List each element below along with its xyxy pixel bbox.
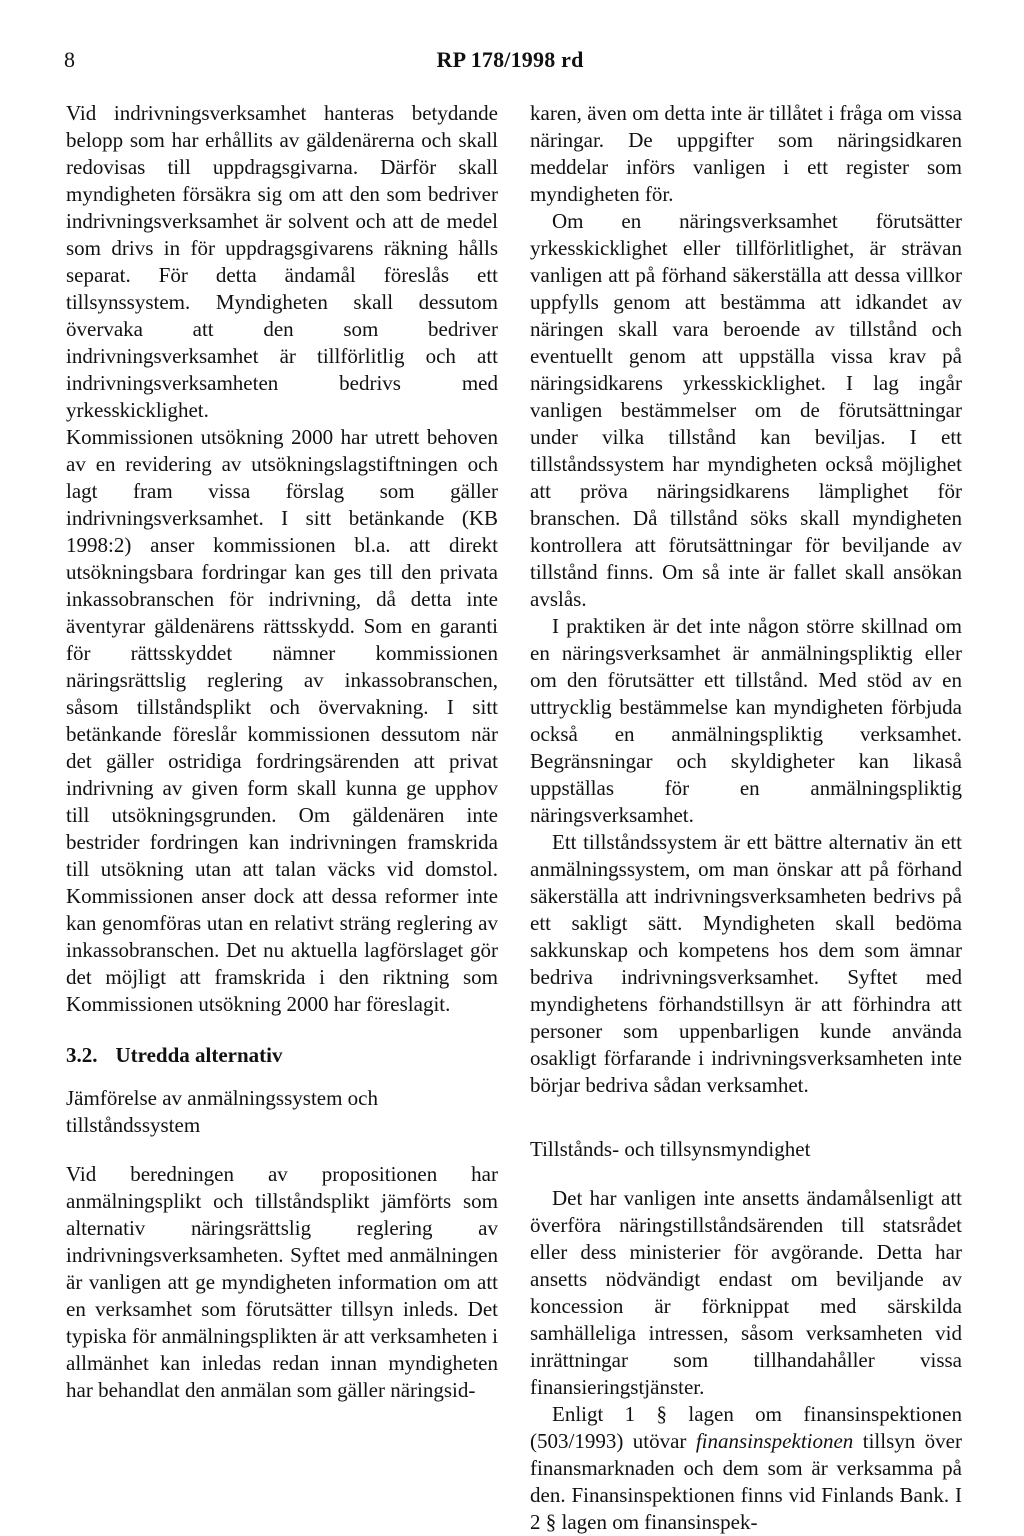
right-subheading: Tillstånds- och tillsynsmyndighet (530, 1137, 811, 1161)
right-paragraph-4: Ett tillståndssystem är ett bättre alternativ än ett anmälningssystem, om man önskar att på förhand säkerställa att indrivningsverksamheten bedrivs på ett sakligt sätt. Myndigheten skall bedöma sakkunskap och kompetens hos dem som ämnar bedriva indrivningsverksamhet. Syftet med myndighetens förhandstillsyn är att förhindra att personer som uppenbarligen kunde använda osakligt förfarande i indrivningsverksamheten inte börjar bedriva sådan verksamhet. (530, 830, 962, 1097)
right-paragraph-6-end: tillsyn över finansmarknaden och dem som är verksamma på den. Finansinspektionen finns vid Finlands Bank. I 2 § lagen om finansinspek- (530, 1429, 962, 1534)
section-title: Utredda alternativ (115, 1043, 283, 1067)
section-number: 3.2. (66, 1043, 98, 1067)
left-column (66, 100, 498, 1404)
left-subheading: Jämförelse av anmälningssystem och tillståndssystem (66, 1086, 379, 1137)
running-head: RP 178/1998 rd (436, 47, 584, 72)
page-number: 8 (64, 47, 75, 72)
right-paragraph-1: karen, även om detta inte är tillåtet i fråga om vissa näringar. De uppgifter som näringsidkaren meddelar införs vanligen i ett register som myndigheten för. (530, 101, 962, 206)
right-paragraph-2: Om en näringsverksamhet förutsätter yrkesskicklighet eller tillförlitlighet, är strävan vanligen att på förhand säkerställa att dessa villkor uppfylls genom att bestämma att idkandet av näringen skall vara beroende av tillstånd och eventuellt genom att uppställa vissa krav på näringsidkarens yrkesskicklighet. I lag ingår vanligen bestämmelser om de förutsättningar under vilka tillstånd kan beviljas. I ett tillståndssystem har myndigheten också möjlighet att pröva näringsidkarens lämplighet för branschen. Då tillstånd söks skall myndigheten kontrollera att förutsättningar för beviljande av tillstånd finns. Om så inte är fallet skall ansökan avslås. (530, 209, 962, 611)
section-heading (66, 1042, 498, 1069)
right-paragraph-6-start: Enligt 1 § lagen om finansinspektionen (503/1993) utövar (530, 1402, 962, 1453)
left-paragraph-3: Vid beredningen av propositionen har anmälningsplikt och tillståndsplikt jämförts som alternativ näringsrättslig reglering av indrivningsverksamheten. Syftet med anmälningen är vanligen att ge myndigheten information om att en verksamhet som förutsätter tillsyn inleds. Det typiska för anmälningsplikten är att verksamheten i allmänhet kan inledas redan innan myndigheten har behandlat den anmälan som gäller näringsid- (66, 1162, 498, 1402)
right-column (530, 100, 962, 1536)
right-paragraph-5: Det har vanligen inte ansetts ändamålsenligt att överföra näringstillståndsärenden till statsrådet eller dess ministerier för avgörande. Detta har ansetts nödvändigt endast om beviljande av koncession är förknippat med särskilda samhälleliga intressen, såsom verksamheten vid inrättningar som tillhandahåller vissa finansieringstjänster. (530, 1186, 962, 1399)
right-paragraph-6 (530, 1401, 962, 1536)
finansinspektionen-emphasis: finansinspektionen (695, 1429, 854, 1453)
left-paragraph-2: Kommissionen utsökning 2000 har utrett behoven av en revidering av utsökningslagstiftningen och lagt fram vissa förslag som gäller indrivningsverksamhet. I sitt betänkande (KB 1998:2) anser kommissionen bl.a. att direkt utsökningsbara fordringar kan ges till den privata inkassobranschen för indrivning, då detta inte äventyrar gäldenärens rättsskydd. Som en garanti för rättsskyddet nämner kommissionen näringsrättslig reglering av inkassobranschen, såsom tillståndsplikt och övervakning. I sitt betänkande föreslår kommissionen dessutom när det gäller ostridiga fordringsärenden att privat indrivning av given form skall kunna ge upphov till utsökningsgrunden. Om gäldenären inte bestrider fordringen kan indrivningen framskrida till utsökning utan att talan väcks vid domstol. Kommissionen anser dock att dessa reformer inte kan genomföras utan en relativt sträng reglering av inkassobranschen. Det nu aktuella lagförslaget gör det möjligt att framskrida i den riktning som Kommissionen utsökning 2000 har föreslagit. (66, 425, 498, 1016)
left-paragraph-1: Vid indrivningsverksamhet hanteras betydande belopp som har erhållits av gäldenärerna och skall redovisas till uppdragsgivarna. Därför skall myndigheten försäkra sig om att den som bedriver indrivningsverksamhet är solvent och att de medel som drivs in för uppdragsgivarens räkning hålls separat. För detta ändamål föreslås ett tillsynssystem. Myndigheten skall dessutom övervaka att den som bedriver indrivningsverksamhet är tillförlitlig och att indrivningsverksamheten bedrivs med yrkesskicklighet. (66, 101, 498, 422)
right-paragraph-3: I praktiken är det inte någon större skillnad om en näringsverksamhet är anmälningspliktig eller om den förutsätter ett tillstånd. Med stöd av en uttrycklig bestämmelse kan myndigheten förbjuda också en anmälningspliktig verksamhet. Begränsningar och skyldigheter kan likaså uppställas för en anmälningspliktig näringsverksamhet. (530, 614, 962, 827)
